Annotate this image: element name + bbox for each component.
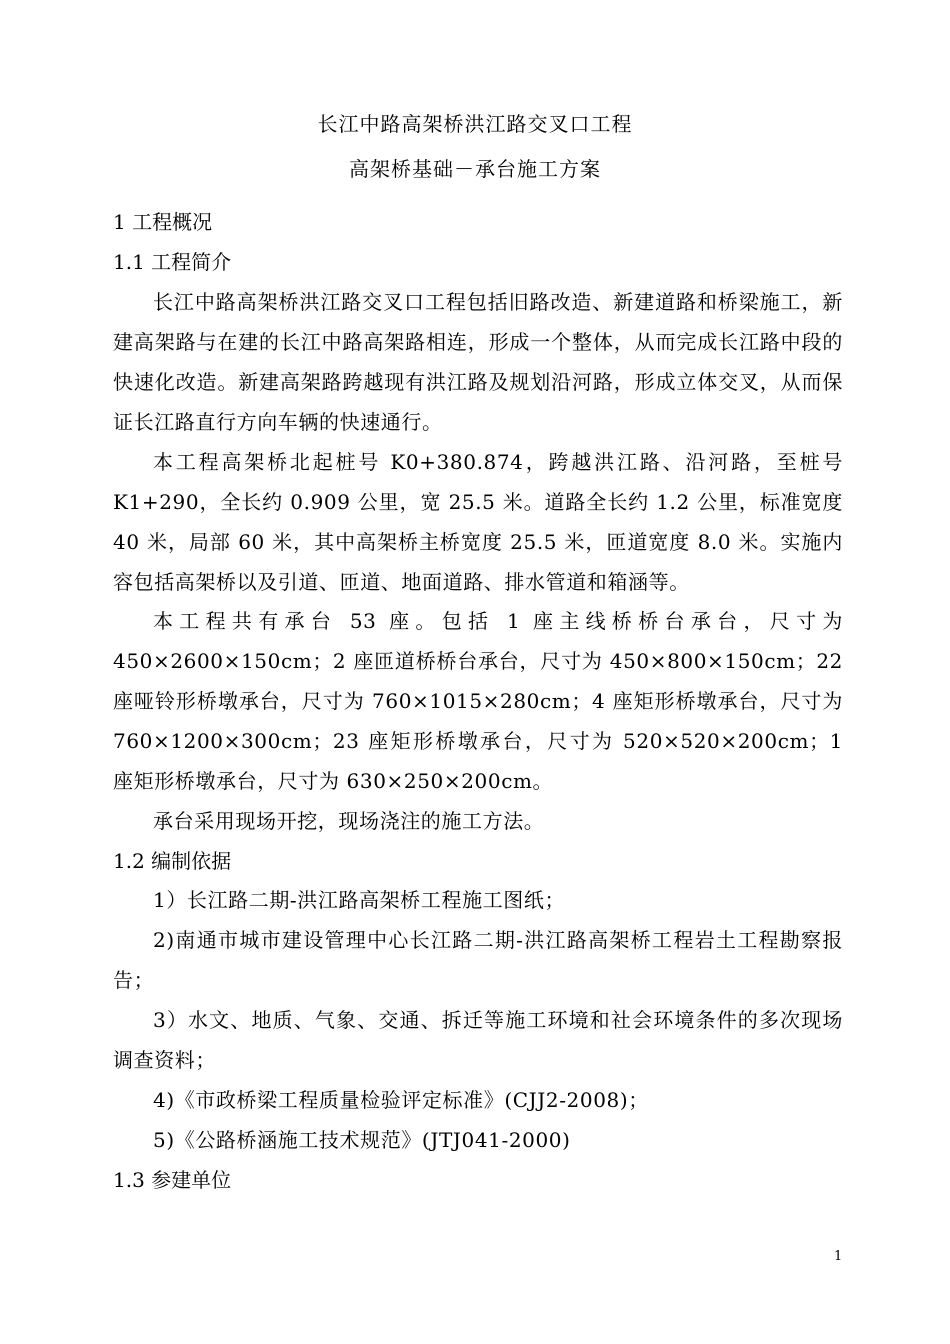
paragraph-pile-caps: 本工程共有承台 53 座。包括 1 座主线桥桥台承台，尺寸为 450×2600×150cm；2 座匝道桥桥台承台，尺寸为 450×800×150cm；22 座哑铃形桥墩承台，尺寸为 760×1015×280cm；4 座矩形桥墩承台，尺寸为 760×1200×300cm；23 座矩形桥墩承台，尺寸为 520×520×200cm；1 座矩形桥墩承台，尺寸为 630×250×200cm。 (113, 609, 843, 793)
document-subtitle: 高架桥基础－承台施工方案 (349, 157, 601, 181)
paragraph-overview: 长江中路高架桥洪江路交叉口工程包括旧路改造、新建道路和桥梁施工，新建高架路与在建的长江中路高架路相连，形成一个整体，从而完成长江路中段的快速化改造。新建高架路跨越现有洪江路及规划沿河路，形成立体交叉，从而保证长江路直行方向车辆的快速通行。 (113, 290, 843, 434)
basis-item: 1）长江路二期-洪江路高架桥工程施工图纸； (153, 888, 566, 912)
section-heading-1: 1 工程概况 (113, 210, 213, 234)
section-heading-1-1: 1.1 工程简介 (113, 250, 232, 274)
section-heading-1-3: 1.3 参建单位 (113, 1168, 232, 1192)
paragraph-construction-method: 承台采用现场开挖，现场浇注的施工方法。 (153, 809, 545, 833)
section-heading-1-2: 1.2 编制依据 (113, 849, 232, 873)
basis-item: 3）水文、地质、气象、交通、拆迁等施工环境和社会环境条件的多次现场调查资料； (113, 1008, 843, 1072)
basis-item: 4)《市政桥梁工程质量检验评定标准》(CJJ2-2008)； (153, 1088, 649, 1112)
page-number: 1 (834, 1249, 843, 1264)
basis-item: 2)南通市城市建设管理中心长江路二期-洪江路高架桥工程岩土工程勘察报告； (113, 928, 843, 992)
basis-item: 5)《公路桥涵施工技术规范》(JTJ041-2000) (153, 1128, 571, 1152)
document-title: 长江中路高架桥洪江路交叉口工程 (317, 112, 633, 136)
paragraph-stations: 本工程高架桥北起桩号 K0+380.874，跨越洪江路、沿河路，至桩号 K1+290，全长约 0.909 公里，宽 25.5 米。道路全长约 1.2 公里，标准宽度 40 米，局部 60 米，其中高架桥主桥宽度 25.5 米，匝道宽度 8.0 米。实施内容包括高架桥以及引道、匝道、地面道路、排水管道和箱涵等。 (113, 450, 843, 594)
